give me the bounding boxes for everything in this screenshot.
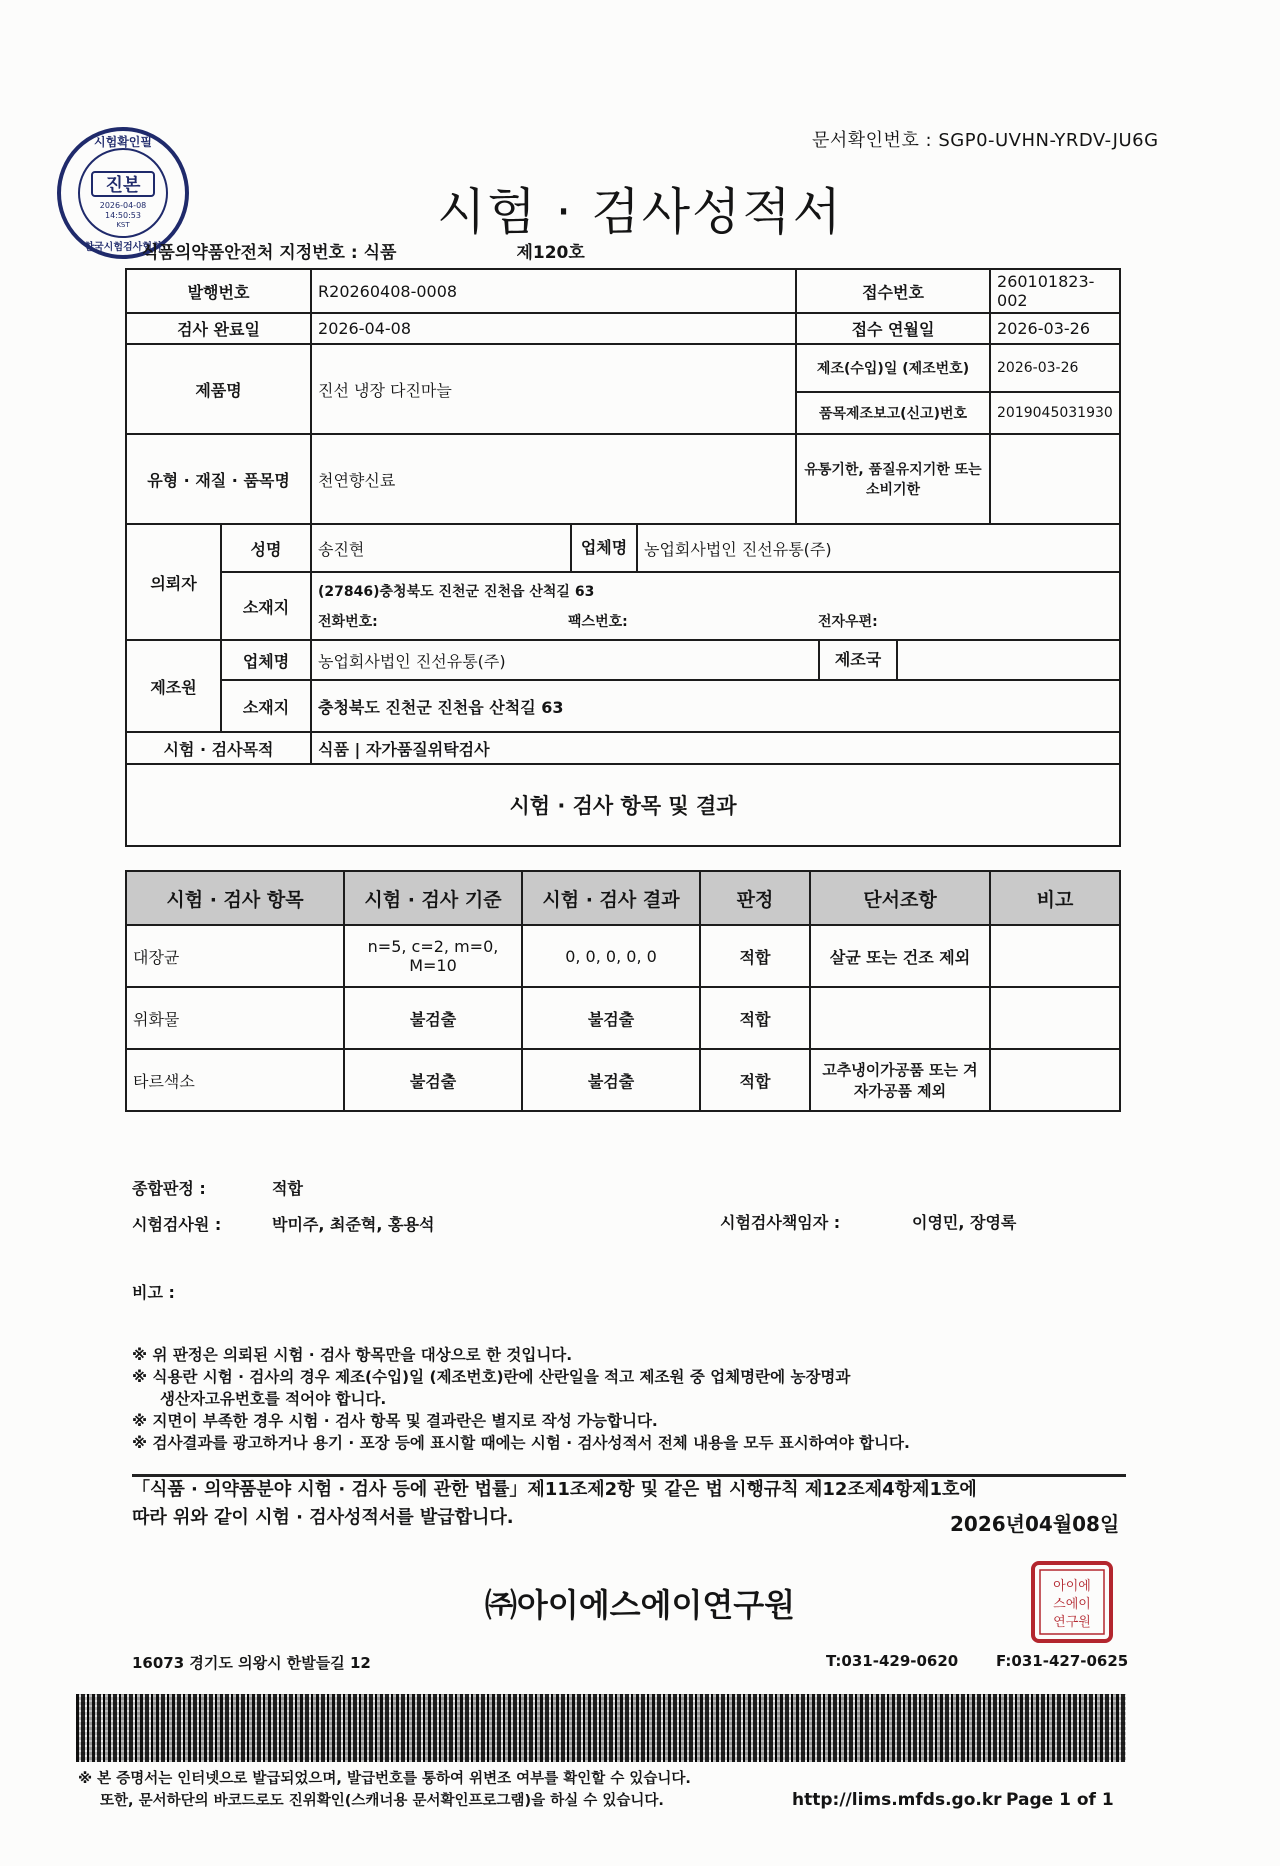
- product-name-label: 제품명: [126, 344, 311, 434]
- maker-company-cell: [311, 640, 1120, 680]
- official-stamp-icon: [1030, 1560, 1114, 1644]
- results-table: [125, 870, 1121, 1112]
- client-address: (27846)충청북도 진천군 진천읍 산척길 63: [318, 584, 595, 600]
- designation-label: 식품의약품안전처 지정번호 : 식품: [142, 243, 397, 263]
- result-proviso: 고추냉이가공품 또는 겨자가공품 제외: [810, 1049, 990, 1111]
- result-verdict: 적합: [700, 1049, 810, 1111]
- manufacture-date: 2026-03-26: [990, 344, 1120, 392]
- client-address-label: 소재지: [221, 572, 311, 640]
- report-number-label: 품목제조보고(신고)번호: [796, 392, 990, 434]
- result-item: 타르색소: [126, 1049, 344, 1111]
- issue-number: R20260408-0008: [311, 269, 796, 313]
- result-standard: 불검출: [344, 1049, 522, 1111]
- col-header-note: 비고: [990, 871, 1120, 925]
- client-contact-row: [318, 611, 1113, 631]
- note-line: ※ 검사결과를 광고하거나 용기 · 포장 등에 표시할 때에는 시험 · 검사성적서 전체 내용을 모두 표시하여야 합니다.: [132, 1434, 910, 1452]
- footer-line-1: ※ 본 증명서는 인터넷으로 발급되었으며, 발급번호를 통하여 위변조 여부를 확인할 수 있습니다.: [78, 1771, 691, 1787]
- svg-text:스에이: 스에이: [1053, 1597, 1091, 1612]
- legal-line-2: 따라 위와 같이 시험 · 검사성적서를 발급합니다.: [132, 1507, 514, 1528]
- maker-company-label: 업체명: [221, 640, 311, 680]
- result-proviso: [810, 987, 990, 1049]
- receipt-number-label: 접수번호: [796, 269, 990, 313]
- result-value: 0, 0, 0, 0, 0: [522, 925, 700, 987]
- remarks-label: 비고 :: [132, 1283, 175, 1302]
- issuer-fax: F:031-427-0625: [996, 1652, 1129, 1670]
- receipt-date-label: 접수 연월일: [796, 313, 990, 344]
- result-item: 대장균: [126, 925, 344, 987]
- client-company: 농업회사법인 진선유통(주): [644, 539, 832, 559]
- product-type: 천연향신료: [311, 434, 796, 524]
- phone-label: 전화번호:: [318, 614, 378, 630]
- test-completion-label: 검사 완료일: [126, 313, 311, 344]
- inspectors-label: 시험검사원 :: [132, 1215, 222, 1234]
- col-header-result: 시험 · 검사 결과: [522, 871, 700, 925]
- designation-number: [142, 238, 585, 263]
- issuer-phone: T:031-429-0620: [826, 1652, 959, 1670]
- col-header-verdict: 판정: [700, 871, 810, 925]
- result-note: [990, 987, 1120, 1049]
- manager-label: 시험검사책임자 :: [720, 1213, 841, 1232]
- col-header-item: 시험 · 검사 항목: [126, 871, 344, 925]
- table-row: [126, 1049, 1120, 1111]
- svg-text:진본: 진본: [105, 175, 141, 196]
- test-completion-date: 2026-04-08: [311, 313, 796, 344]
- result-standard: 불검출: [344, 987, 522, 1049]
- table-row: [126, 925, 1120, 987]
- table-row: [126, 987, 1120, 1049]
- type-label: 유형 · 재질 · 품목명: [126, 434, 311, 524]
- note-line: 생산자고유번호를 적어야 합니다.: [160, 1390, 387, 1408]
- manufacture-date-label: 제조(수입)일 (제조번호): [796, 344, 990, 392]
- designation-value: 제120호: [516, 243, 585, 263]
- overall-verdict-label: 종합판정 :: [132, 1179, 206, 1198]
- svg-text:KST: KST: [116, 221, 130, 229]
- client-name: 송진현: [311, 524, 571, 572]
- result-item: 위화물: [126, 987, 344, 1049]
- note-line: ※ 식용란 시험 · 검사의 경우 제조(수입)일 (제조번호)란에 산란일을 적고 제조원 중 업체명란에 농장명과: [132, 1368, 851, 1386]
- email-label: 전자우편:: [818, 614, 878, 630]
- receipt-number: 260101823-002: [990, 269, 1120, 313]
- report-number: 2019045031930: [990, 392, 1120, 434]
- result-note: [990, 1049, 1120, 1111]
- issuer-name: ㈜아이에스에이연구원: [484, 1586, 796, 1624]
- result-proviso: 살균 또는 건조 제외: [810, 925, 990, 987]
- issue-date: 2026년04월08일: [950, 1512, 1120, 1536]
- receipt-date: 2026-03-26: [990, 313, 1120, 344]
- results-heading: 시험 · 검사 항목 및 결과: [126, 764, 1120, 846]
- svg-text:한국시험검사협회: 한국시험검사협회: [84, 242, 162, 253]
- notes-block: [132, 1344, 910, 1454]
- footer-line-2: 또한, 문서하단의 바코드로도 진위확인(스캐너용 문서확인프로그램)을 하실 수 있습니다.: [100, 1793, 664, 1809]
- maker-country-label: 제조국: [818, 641, 898, 679]
- document-title: 시험 · 검사성적서: [437, 183, 843, 241]
- purpose: 식품 | 자가품질위탁검사: [311, 732, 1120, 764]
- results-header-row: [126, 871, 1120, 925]
- page-number: Page 1 of 1: [1006, 1790, 1114, 1810]
- verification-url[interactable]: http://lims.mfds.go.kr: [792, 1790, 1002, 1810]
- svg-text:아이에: 아이에: [1053, 1579, 1091, 1594]
- svg-text:연구원: 연구원: [1053, 1615, 1091, 1630]
- note-line: ※ 지면이 부족한 경우 시험 · 검사 항목 및 결과란은 별지로 작성 가능합니다.: [132, 1412, 658, 1430]
- expiry-value: [990, 434, 1120, 524]
- svg-text:2026-04-08: 2026-04-08: [99, 201, 147, 210]
- verification-barcode: [76, 1694, 1126, 1762]
- client-company-label: 업체명: [572, 525, 638, 571]
- manager: 이영민, 장영록: [912, 1213, 1017, 1232]
- footer-notice: [78, 1768, 691, 1812]
- result-note: [990, 925, 1120, 987]
- purpose-label: 시험 · 검사목적: [126, 732, 311, 764]
- expiry-label: 유통기한, 품질유지기한 또는 소비기한: [796, 434, 990, 524]
- fax-label: 팩스번호:: [568, 614, 628, 630]
- maker-address-label: 소재지: [221, 680, 311, 732]
- svg-text:14:50:53: 14:50:53: [105, 211, 141, 220]
- document-check-number: 문서확인번호 : SGP0-UVHN-YRDV-JU6G: [812, 130, 1159, 151]
- report-info-table: [125, 268, 1121, 847]
- legal-line-1: 「식품 · 의약품분야 시험 · 검사 등에 관한 법률」제11조제2항 및 같은 법 시행규칙 제12조제4항제1호에: [132, 1479, 977, 1500]
- maker-address: 충청북도 진천군 진천읍 산척길 63: [311, 680, 1120, 732]
- issue-number-label: 발행번호: [126, 269, 311, 313]
- result-standard: n=5, c=2, m=0, M=10: [344, 925, 522, 987]
- svg-text:시험확인필: 시험확인필: [94, 135, 152, 149]
- result-verdict: 적합: [700, 987, 810, 1049]
- legal-statement: [132, 1476, 977, 1532]
- product-name: 진선 냉장 다진마늘: [311, 344, 796, 434]
- client-label: 의뢰자: [126, 524, 221, 640]
- col-header-standard: 시험 · 검사 기준: [344, 871, 522, 925]
- client-company-cell: [571, 524, 1120, 572]
- client-name-label: 성명: [221, 524, 311, 572]
- result-value: 불검출: [522, 1049, 700, 1111]
- inspectors: 박미주, 최준혁, 홍용석: [272, 1215, 435, 1234]
- note-line: ※ 위 판정은 의뢰된 시험 · 검사 항목만을 대상으로 한 것입니다.: [132, 1346, 573, 1364]
- overall-verdict: 적합: [272, 1179, 303, 1198]
- issuer-address: 16073 경기도 의왕시 한발들길 12: [132, 1654, 371, 1672]
- result-verdict: 적합: [700, 925, 810, 987]
- manufacturer-label: 제조원: [126, 640, 221, 732]
- maker-company: 농업회사법인 진선유통(주): [318, 651, 506, 671]
- client-address-cell: [311, 572, 1120, 640]
- result-value: 불검출: [522, 987, 700, 1049]
- col-header-proviso: 단서조항: [810, 871, 990, 925]
